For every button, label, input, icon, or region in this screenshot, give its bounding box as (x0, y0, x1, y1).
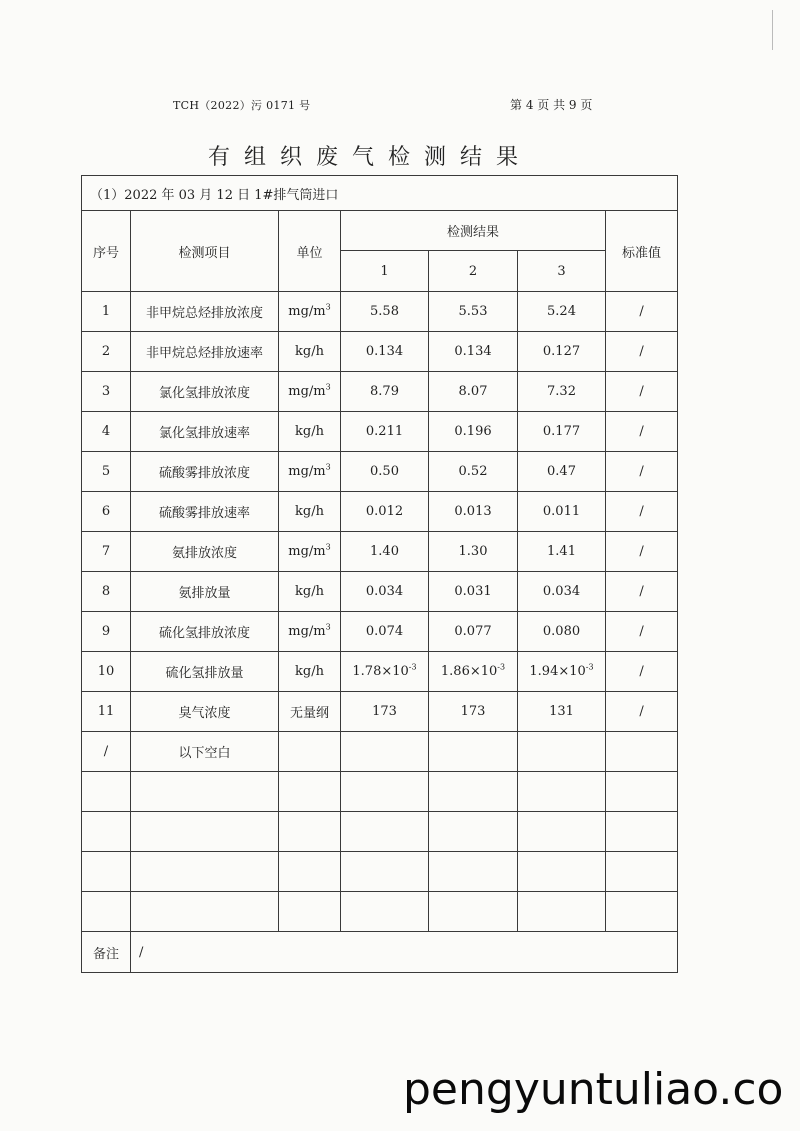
cell-unit (279, 812, 341, 852)
unit-text: kg/h (295, 584, 324, 599)
cell-item (131, 772, 279, 812)
cell-seq: 11 (82, 692, 131, 732)
header-results: 检测结果 (341, 211, 606, 251)
table-row (82, 532, 678, 572)
cell-item: 以下空白 (131, 732, 279, 772)
cell-item: 氯化氢排放速率 (131, 412, 279, 452)
result-value: 1.41 (547, 544, 576, 559)
cell-seq (82, 772, 131, 812)
cell-result-1 (341, 412, 429, 452)
cell-result-2 (429, 452, 518, 492)
cell-seq (82, 852, 131, 892)
cell-result-1 (341, 892, 429, 932)
cell-result-2 (429, 412, 518, 452)
result-value: 1.86×10 (440, 664, 498, 679)
cell-result-2 (429, 652, 518, 692)
result-value: 0.134 (365, 344, 404, 359)
cell-item: 硫酸雾排放浓度 (131, 452, 279, 492)
cell-unit (279, 572, 341, 612)
cell-result-1 (341, 772, 429, 812)
cell-unit (279, 492, 341, 532)
cell-result-1 (341, 732, 429, 772)
result-value: 0.127 (542, 344, 581, 359)
remark-row (82, 932, 678, 973)
unit-superscript: 3 (325, 622, 331, 632)
cell-seq (82, 812, 131, 852)
table-row (82, 452, 678, 492)
result-value: 1.94×10 (529, 664, 586, 679)
cell-result-1 (341, 652, 429, 692)
cell-result-3 (518, 652, 606, 692)
cell-item (131, 852, 279, 892)
cell-seq: 1 (82, 292, 131, 332)
cell-item: 非甲烷总烃排放浓度 (131, 292, 279, 332)
table-row (82, 892, 678, 932)
result-value: 0.012 (365, 504, 404, 519)
cell-result-2 (429, 772, 518, 812)
cell-seq: 7 (82, 532, 131, 572)
cell-unit (279, 412, 341, 452)
cell-std (606, 812, 678, 852)
result-exponent: -3 (585, 662, 594, 672)
cell-item: 硫酸雾排放速率 (131, 492, 279, 532)
cell-std (606, 732, 678, 772)
table-row (82, 612, 678, 652)
cell-result-3 (518, 572, 606, 612)
cell-std: / (606, 492, 678, 532)
cell-result-3 (518, 452, 606, 492)
cell-result-1 (341, 452, 429, 492)
cell-unit (279, 652, 341, 692)
page-edge-mark (772, 10, 773, 50)
table-row (82, 372, 678, 412)
cell-std (606, 892, 678, 932)
watermark-text: pengyuntuliao.co (403, 1064, 784, 1115)
cell-seq: 6 (82, 492, 131, 532)
cell-std: / (606, 612, 678, 652)
result-value: 0.074 (365, 624, 404, 639)
page-info: 第 4 页 共 9 页 (510, 98, 593, 112)
unit-text: kg/h (295, 424, 324, 439)
cell-result-1 (341, 612, 429, 652)
result-value: 0.031 (454, 584, 492, 599)
cell-seq (82, 892, 131, 932)
cell-unit (279, 332, 341, 372)
cell-result-3 (518, 532, 606, 572)
table-row (82, 852, 678, 892)
cell-seq: 5 (82, 452, 131, 492)
result-value: 0.50 (370, 464, 399, 479)
cell-result-2 (429, 372, 518, 412)
cell-result-2 (429, 332, 518, 372)
results-table (81, 175, 678, 973)
cell-result-2 (429, 612, 518, 652)
table-row (82, 652, 678, 692)
result-value: 5.53 (458, 304, 488, 319)
header-unit: 单位 (279, 211, 341, 292)
report-number: TCH（2022）污 0171 号 (173, 99, 311, 112)
unit-text: mg/m (288, 464, 326, 479)
cell-result-2 (429, 812, 518, 852)
page-title: 有组织废气检测结果 (207, 145, 532, 170)
cell-result-2 (429, 492, 518, 532)
unit-text: kg/h (295, 664, 324, 679)
unit-text: mg/m (288, 304, 326, 319)
cell-seq: 3 (82, 372, 131, 412)
cell-std: / (606, 452, 678, 492)
unit-superscript: 3 (325, 302, 331, 312)
cell-std: / (606, 532, 678, 572)
cell-std (606, 852, 678, 892)
result-value: 1.78×10 (352, 664, 409, 679)
cell-item (131, 812, 279, 852)
table-row (82, 732, 678, 772)
unit-text: 无量纲 (289, 706, 329, 721)
cell-std: / (606, 652, 678, 692)
result-value: 0.47 (547, 464, 576, 479)
cell-result-1 (341, 572, 429, 612)
cell-result-1 (341, 852, 429, 892)
cell-result-3 (518, 372, 606, 412)
cell-result-3 (518, 332, 606, 372)
header-standard: 标准值 (606, 211, 678, 292)
cell-result-3 (518, 852, 606, 892)
result-value: 0.080 (542, 624, 581, 639)
header-item: 检测项目 (131, 211, 279, 292)
remark-label: 备注 (82, 932, 131, 973)
unit-text: mg/m (288, 624, 326, 639)
result-value: 0.196 (454, 424, 492, 439)
cell-result-1 (341, 812, 429, 852)
unit-text: kg/h (295, 504, 324, 519)
result-exponent: -3 (497, 662, 506, 672)
table-row (82, 812, 678, 852)
cell-result-1 (341, 332, 429, 372)
result-exponent: -3 (408, 662, 417, 672)
cell-item: 氯化氢排放浓度 (131, 372, 279, 412)
cell-std: / (606, 372, 678, 412)
result-value: 131 (549, 704, 574, 719)
cell-result-3 (518, 492, 606, 532)
unit-superscript: 3 (325, 382, 331, 392)
result-value: 0.52 (458, 464, 488, 479)
header-seq: 序号 (82, 211, 131, 292)
unit-text: mg/m (288, 544, 326, 559)
result-value: 1.40 (370, 544, 399, 559)
table-row (82, 772, 678, 812)
result-value: 0.011 (542, 504, 581, 519)
unit-superscript: 3 (325, 462, 331, 472)
cell-std (606, 772, 678, 812)
result-value: 0.034 (542, 584, 581, 599)
header-result-2: 2 (429, 251, 518, 292)
cell-result-3 (518, 812, 606, 852)
result-value: 0.177 (542, 424, 581, 439)
cell-std: / (606, 412, 678, 452)
result-value: 7.32 (547, 384, 576, 399)
cell-result-1 (341, 692, 429, 732)
result-value: 8.79 (370, 384, 399, 399)
result-value: 5.58 (370, 304, 399, 319)
cell-seq: 2 (82, 332, 131, 372)
cell-unit (279, 452, 341, 492)
cell-std: / (606, 572, 678, 612)
result-value: 0.134 (454, 344, 492, 359)
result-value: 0.211 (365, 424, 404, 439)
cell-std: / (606, 332, 678, 372)
table-row (82, 412, 678, 452)
cell-result-2 (429, 852, 518, 892)
cell-seq: 8 (82, 572, 131, 612)
cell-result-3 (518, 892, 606, 932)
cell-seq: 9 (82, 612, 131, 652)
cell-seq: / (82, 732, 131, 772)
table-row (82, 332, 678, 372)
cell-unit (279, 612, 341, 652)
unit-superscript: 3 (325, 542, 331, 552)
cell-std: / (606, 292, 678, 332)
cell-item: 硫化氢排放量 (131, 652, 279, 692)
result-value: 173 (460, 704, 486, 719)
cell-unit (279, 732, 341, 772)
cell-item: 硫化氢排放浓度 (131, 612, 279, 652)
result-value: 0.013 (454, 504, 492, 519)
cell-item: 氨排放量 (131, 572, 279, 612)
cell-result-1 (341, 532, 429, 572)
cell-result-3 (518, 412, 606, 452)
result-value: 0.034 (365, 584, 404, 599)
result-value: 1.30 (458, 544, 488, 559)
cell-result-2 (429, 732, 518, 772)
result-value: 5.24 (547, 304, 576, 319)
table-row (82, 292, 678, 332)
cell-seq: 4 (82, 412, 131, 452)
cell-result-3 (518, 772, 606, 812)
cell-item: 非甲烷总烃排放速率 (131, 332, 279, 372)
cell-result-3 (518, 732, 606, 772)
cell-unit (279, 292, 341, 332)
cell-item (131, 892, 279, 932)
cell-result-1 (341, 292, 429, 332)
cell-unit (279, 372, 341, 412)
cell-result-2 (429, 292, 518, 332)
header-result-3: 3 (518, 251, 606, 292)
cell-result-3 (518, 692, 606, 732)
unit-text: mg/m (288, 384, 326, 399)
cell-result-1 (341, 492, 429, 532)
header-result-1: 1 (341, 251, 429, 292)
remark-value: / (131, 932, 678, 973)
cell-unit (279, 692, 341, 732)
table-row (82, 492, 678, 532)
result-value: 0.077 (454, 624, 492, 639)
cell-result-1 (341, 372, 429, 412)
cell-std: / (606, 692, 678, 732)
table-row (82, 692, 678, 732)
cell-unit (279, 852, 341, 892)
result-value: 8.07 (458, 384, 488, 399)
cell-result-2 (429, 892, 518, 932)
cell-result-2 (429, 532, 518, 572)
cell-result-3 (518, 612, 606, 652)
cell-item: 臭气浓度 (131, 692, 279, 732)
unit-text: kg/h (295, 344, 324, 359)
cell-result-2 (429, 572, 518, 612)
cell-unit (279, 892, 341, 932)
cell-seq: 10 (82, 652, 131, 692)
cell-result-2 (429, 692, 518, 732)
cell-unit (279, 772, 341, 812)
cell-unit (279, 532, 341, 572)
cell-item: 氨排放浓度 (131, 532, 279, 572)
table-row (82, 572, 678, 612)
result-value: 173 (372, 704, 397, 719)
table-caption: （1）2022 年 03 月 12 日 1#排气筒进口 (82, 176, 678, 211)
cell-result-3 (518, 292, 606, 332)
